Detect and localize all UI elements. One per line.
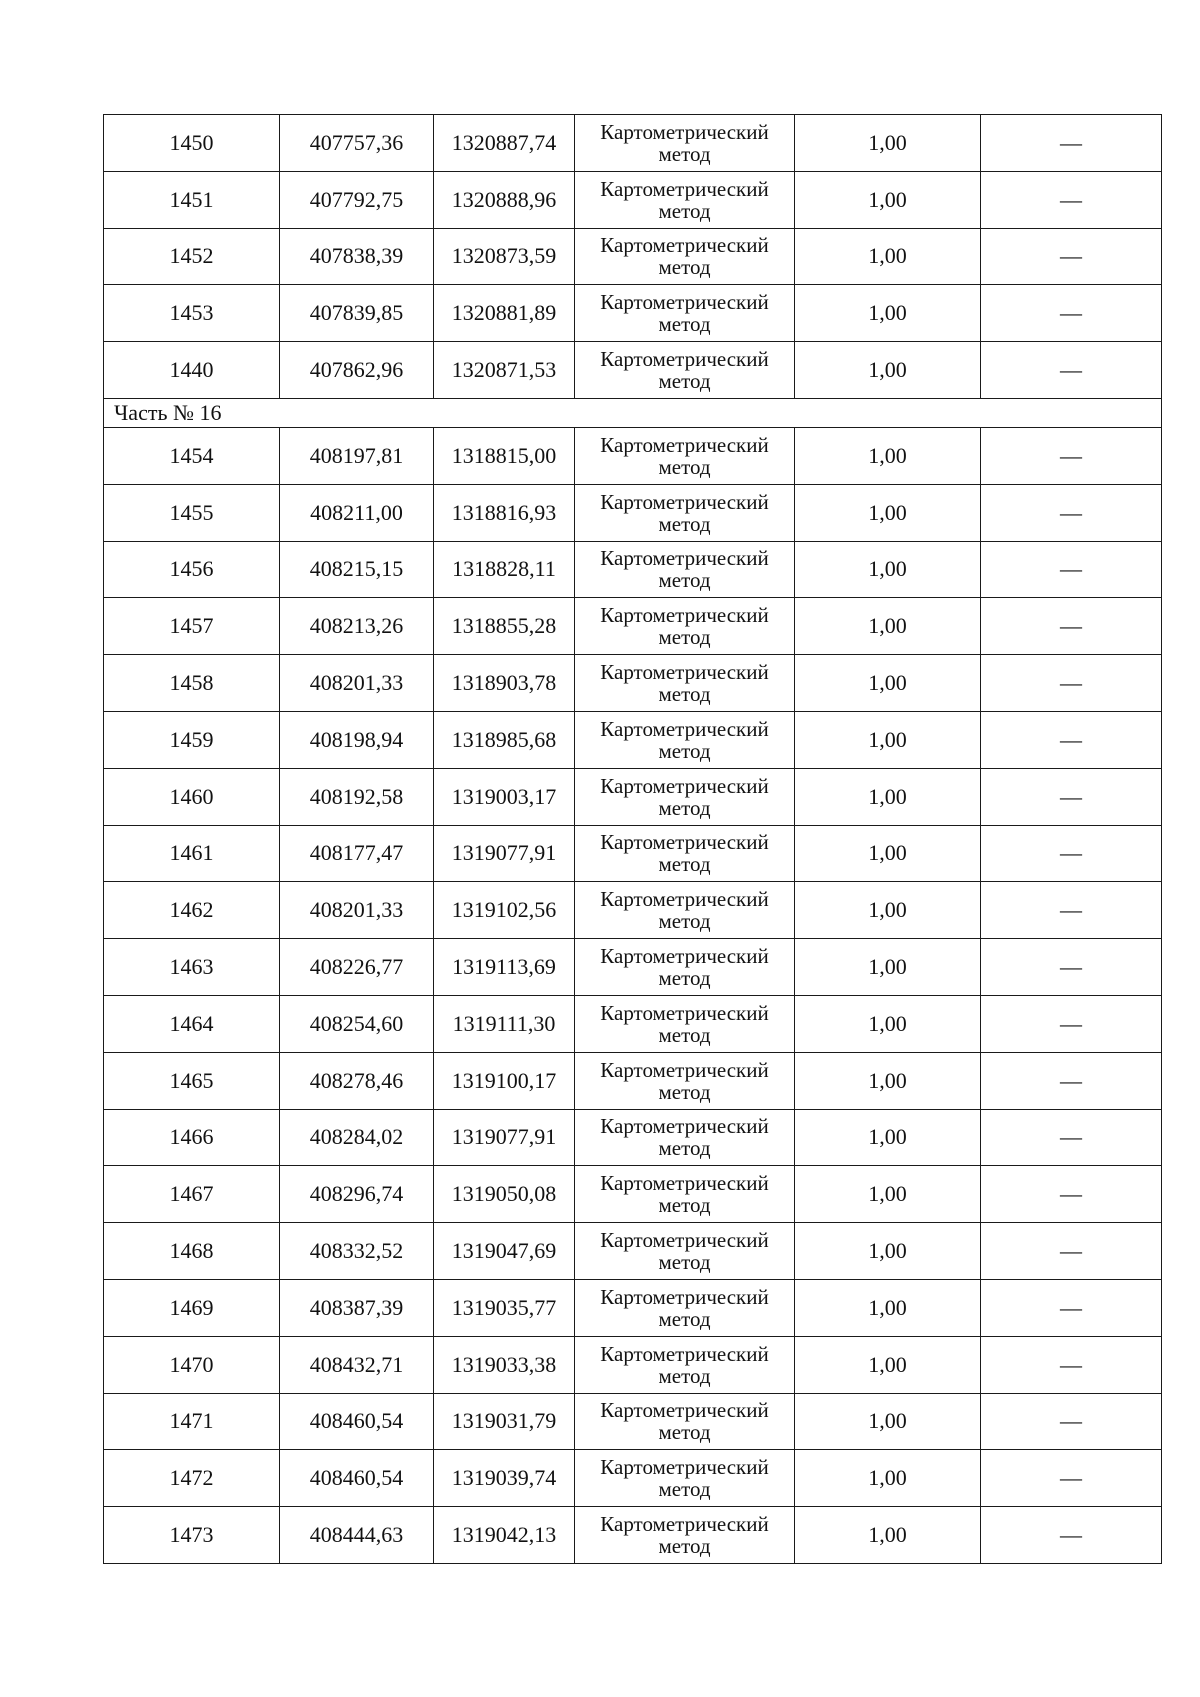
method-line-1: Картометрический (600, 1057, 769, 1082)
method-line-2: метод (658, 682, 711, 707)
point-number-cell: 1463 (104, 939, 280, 996)
point-number-cell: 1458 (104, 655, 280, 712)
method-cell (575, 1450, 795, 1507)
y-coordinate-cell: 1319050,08 (434, 1166, 575, 1223)
y-coordinate-cell: 1320871,53 (434, 342, 575, 399)
method-line-2: метод (658, 625, 711, 650)
note-cell: — (981, 598, 1162, 655)
accuracy-cell: 1,00 (795, 484, 981, 541)
x-coordinate-cell: 408201,33 (280, 655, 434, 712)
part-section (104, 398, 1162, 427)
note-cell: — (981, 1450, 1162, 1507)
y-coordinate-cell: 1318985,68 (434, 711, 575, 768)
note-cell: — (981, 825, 1162, 882)
method-line-2: метод (658, 738, 711, 763)
accuracy-cell: 1,00 (795, 995, 981, 1052)
table-row (104, 1109, 1162, 1166)
table-body-after (104, 427, 1162, 1563)
accuracy-cell: 1,00 (795, 285, 981, 342)
method-line-2: метод (658, 1079, 711, 1104)
method-line-1: Картометрический (600, 1114, 769, 1139)
x-coordinate-cell: 408198,94 (280, 711, 434, 768)
point-number-cell: 1459 (104, 711, 280, 768)
table-row (104, 598, 1162, 655)
note-cell: — (981, 115, 1162, 172)
method-cell (575, 171, 795, 228)
y-coordinate-cell: 1319039,74 (434, 1450, 575, 1507)
method-line-2: метод (658, 1477, 711, 1502)
point-number-cell: 1464 (104, 995, 280, 1052)
y-coordinate-cell: 1319113,69 (434, 939, 575, 996)
method-line-1: Картометрический (600, 660, 769, 685)
point-number-cell: 1462 (104, 882, 280, 939)
method-line-1: Картометрический (600, 1455, 769, 1480)
y-coordinate-cell: 1319111,30 (434, 995, 575, 1052)
x-coordinate-cell: 408215,15 (280, 541, 434, 598)
method-line-2: метод (658, 369, 711, 394)
note-cell: — (981, 939, 1162, 996)
point-number-cell: 1460 (104, 768, 280, 825)
accuracy-cell: 1,00 (795, 1223, 981, 1280)
method-cell (575, 1507, 795, 1564)
accuracy-cell: 1,00 (795, 939, 981, 996)
method-line-2: метод (658, 141, 711, 166)
accuracy-cell: 1,00 (795, 1507, 981, 1564)
method-line-1: Картометрический (600, 290, 769, 315)
table-row (104, 285, 1162, 342)
table-row (104, 541, 1162, 598)
method-line-2: метод (658, 1534, 711, 1559)
y-coordinate-cell: 1319102,56 (434, 882, 575, 939)
note-cell: — (981, 711, 1162, 768)
point-number-cell: 1440 (104, 342, 280, 399)
note-cell: — (981, 171, 1162, 228)
point-number-cell: 1455 (104, 484, 280, 541)
y-coordinate-cell: 1319047,69 (434, 1223, 575, 1280)
method-line-2: метод (658, 1022, 711, 1047)
x-coordinate-cell: 408211,00 (280, 484, 434, 541)
table-row (104, 825, 1162, 882)
table-row (104, 171, 1162, 228)
method-line-1: Картометрический (600, 489, 769, 514)
accuracy-cell: 1,00 (795, 711, 981, 768)
method-line-2: метод (658, 966, 711, 991)
accuracy-cell: 1,00 (795, 768, 981, 825)
y-coordinate-cell: 1319077,91 (434, 1109, 575, 1166)
accuracy-cell: 1,00 (795, 598, 981, 655)
accuracy-cell: 1,00 (795, 115, 981, 172)
part-header-row (104, 398, 1162, 427)
accuracy-cell: 1,00 (795, 541, 981, 598)
note-cell: — (981, 655, 1162, 712)
method-cell (575, 427, 795, 484)
table-row (104, 1450, 1162, 1507)
table-row (104, 655, 1162, 712)
method-line-2: метод (658, 795, 711, 820)
x-coordinate-cell: 407838,39 (280, 228, 434, 285)
table-row (104, 115, 1162, 172)
part-label: Часть № 16 (104, 398, 1162, 427)
y-coordinate-cell: 1320887,74 (434, 115, 575, 172)
point-number-cell: 1466 (104, 1109, 280, 1166)
table-row (104, 1507, 1162, 1564)
accuracy-cell: 1,00 (795, 1166, 981, 1223)
accuracy-cell: 1,00 (795, 825, 981, 882)
method-cell (575, 541, 795, 598)
method-line-2: метод (658, 568, 711, 593)
point-number-cell: 1471 (104, 1393, 280, 1450)
note-cell: — (981, 1507, 1162, 1564)
method-line-1: Картометрический (600, 773, 769, 798)
table-row (104, 995, 1162, 1052)
method-cell (575, 115, 795, 172)
method-cell (575, 1223, 795, 1280)
note-cell: — (981, 484, 1162, 541)
x-coordinate-cell: 408296,74 (280, 1166, 434, 1223)
x-coordinate-cell: 408201,33 (280, 882, 434, 939)
method-line-2: метод (658, 454, 711, 479)
method-line-2: метод (658, 1250, 711, 1275)
table-row (104, 1223, 1162, 1280)
x-coordinate-cell: 408284,02 (280, 1109, 434, 1166)
method-line-1: Картометрический (600, 347, 769, 372)
note-cell: — (981, 1109, 1162, 1166)
method-cell (575, 711, 795, 768)
table-row (104, 768, 1162, 825)
table-row (104, 1279, 1162, 1336)
note-cell: — (981, 995, 1162, 1052)
note-cell: — (981, 1223, 1162, 1280)
table-row (104, 1166, 1162, 1223)
x-coordinate-cell: 408197,81 (280, 427, 434, 484)
x-coordinate-cell: 408460,54 (280, 1450, 434, 1507)
note-cell: — (981, 882, 1162, 939)
point-number-cell: 1469 (104, 1279, 280, 1336)
table-row (104, 1052, 1162, 1109)
y-coordinate-cell: 1318903,78 (434, 655, 575, 712)
method-line-1: Картометрический (600, 176, 769, 201)
x-coordinate-cell: 407862,96 (280, 342, 434, 399)
method-line-1: Картометрический (600, 716, 769, 741)
method-line-2: метод (658, 909, 711, 934)
method-line-2: метод (658, 1420, 711, 1445)
y-coordinate-cell: 1319033,38 (434, 1336, 575, 1393)
point-number-cell: 1450 (104, 115, 280, 172)
accuracy-cell: 1,00 (795, 342, 981, 399)
note-cell: — (981, 228, 1162, 285)
point-number-cell: 1465 (104, 1052, 280, 1109)
point-number-cell: 1452 (104, 228, 280, 285)
y-coordinate-cell: 1319042,13 (434, 1507, 575, 1564)
method-cell (575, 825, 795, 882)
point-number-cell: 1461 (104, 825, 280, 882)
point-number-cell: 1468 (104, 1223, 280, 1280)
note-cell: — (981, 285, 1162, 342)
accuracy-cell: 1,00 (795, 1450, 981, 1507)
coordinates-table (103, 114, 1162, 1564)
x-coordinate-cell: 407792,75 (280, 171, 434, 228)
accuracy-cell: 1,00 (795, 1393, 981, 1450)
method-line-2: метод (658, 1136, 711, 1161)
point-number-cell: 1472 (104, 1450, 280, 1507)
x-coordinate-cell: 408460,54 (280, 1393, 434, 1450)
method-cell (575, 995, 795, 1052)
table-body-before (104, 115, 1162, 399)
table-row (104, 427, 1162, 484)
point-number-cell: 1451 (104, 171, 280, 228)
note-cell: — (981, 541, 1162, 598)
point-number-cell: 1453 (104, 285, 280, 342)
y-coordinate-cell: 1319031,79 (434, 1393, 575, 1450)
method-line-1: Картометрический (600, 1171, 769, 1196)
y-coordinate-cell: 1319100,17 (434, 1052, 575, 1109)
method-cell (575, 228, 795, 285)
method-line-1: Картометрический (600, 119, 769, 144)
point-number-cell: 1470 (104, 1336, 280, 1393)
note-cell: — (981, 1052, 1162, 1109)
method-cell (575, 1393, 795, 1450)
method-line-1: Картометрический (600, 887, 769, 912)
note-cell: — (981, 1336, 1162, 1393)
x-coordinate-cell: 408278,46 (280, 1052, 434, 1109)
accuracy-cell: 1,00 (795, 228, 981, 285)
note-cell: — (981, 768, 1162, 825)
method-line-2: метод (658, 1193, 711, 1218)
y-coordinate-cell: 1318816,93 (434, 484, 575, 541)
accuracy-cell: 1,00 (795, 171, 981, 228)
x-coordinate-cell: 408332,52 (280, 1223, 434, 1280)
y-coordinate-cell: 1319077,91 (434, 825, 575, 882)
table-row (104, 939, 1162, 996)
table-row (104, 1336, 1162, 1393)
method-cell (575, 1052, 795, 1109)
y-coordinate-cell: 1318855,28 (434, 598, 575, 655)
point-number-cell: 1467 (104, 1166, 280, 1223)
method-line-1: Картометрический (600, 944, 769, 969)
x-coordinate-cell: 408387,39 (280, 1279, 434, 1336)
method-line-2: метод (658, 511, 711, 536)
y-coordinate-cell: 1320888,96 (434, 171, 575, 228)
y-coordinate-cell: 1320873,59 (434, 228, 575, 285)
x-coordinate-cell: 408432,71 (280, 1336, 434, 1393)
method-cell (575, 342, 795, 399)
method-line-2: метод (658, 312, 711, 337)
x-coordinate-cell: 408177,47 (280, 825, 434, 882)
method-cell (575, 768, 795, 825)
x-coordinate-cell: 408213,26 (280, 598, 434, 655)
note-cell: — (981, 342, 1162, 399)
table-row (104, 1393, 1162, 1450)
point-number-cell: 1454 (104, 427, 280, 484)
table-row (104, 484, 1162, 541)
method-cell (575, 285, 795, 342)
method-cell (575, 484, 795, 541)
method-line-2: метод (658, 255, 711, 280)
method-cell (575, 1166, 795, 1223)
method-line-2: метод (658, 852, 711, 877)
method-cell (575, 882, 795, 939)
method-line-1: Картометрический (600, 546, 769, 571)
table-row (104, 711, 1162, 768)
y-coordinate-cell: 1319035,77 (434, 1279, 575, 1336)
x-coordinate-cell: 408444,63 (280, 1507, 434, 1564)
table-row (104, 342, 1162, 399)
note-cell: — (981, 427, 1162, 484)
accuracy-cell: 1,00 (795, 655, 981, 712)
x-coordinate-cell: 408192,58 (280, 768, 434, 825)
table-row (104, 228, 1162, 285)
x-coordinate-cell: 407839,85 (280, 285, 434, 342)
method-cell (575, 598, 795, 655)
accuracy-cell: 1,00 (795, 882, 981, 939)
method-cell (575, 655, 795, 712)
accuracy-cell: 1,00 (795, 1052, 981, 1109)
method-line-2: метод (658, 1363, 711, 1388)
method-line-1: Картометрический (600, 1284, 769, 1309)
accuracy-cell: 1,00 (795, 427, 981, 484)
point-number-cell: 1457 (104, 598, 280, 655)
method-line-1: Картометрический (600, 603, 769, 628)
method-cell (575, 1279, 795, 1336)
method-line-2: метод (658, 1306, 711, 1331)
note-cell: — (981, 1393, 1162, 1450)
note-cell: — (981, 1279, 1162, 1336)
point-number-cell: 1456 (104, 541, 280, 598)
y-coordinate-cell: 1319003,17 (434, 768, 575, 825)
method-line-1: Картометрический (600, 432, 769, 457)
table-row (104, 882, 1162, 939)
method-line-1: Картометрический (600, 1512, 769, 1537)
y-coordinate-cell: 1320881,89 (434, 285, 575, 342)
accuracy-cell: 1,00 (795, 1109, 981, 1166)
y-coordinate-cell: 1318828,11 (434, 541, 575, 598)
x-coordinate-cell: 408226,77 (280, 939, 434, 996)
method-line-1: Картометрический (600, 1228, 769, 1253)
method-cell (575, 1336, 795, 1393)
method-cell (575, 1109, 795, 1166)
x-coordinate-cell: 408254,60 (280, 995, 434, 1052)
x-coordinate-cell: 407757,36 (280, 115, 434, 172)
method-line-1: Картометрический (600, 1341, 769, 1366)
point-number-cell: 1473 (104, 1507, 280, 1564)
accuracy-cell: 1,00 (795, 1279, 981, 1336)
y-coordinate-cell: 1318815,00 (434, 427, 575, 484)
method-cell (575, 939, 795, 996)
method-line-1: Картометрический (600, 830, 769, 855)
accuracy-cell: 1,00 (795, 1336, 981, 1393)
note-cell: — (981, 1166, 1162, 1223)
method-line-2: метод (658, 198, 711, 223)
method-line-1: Картометрический (600, 1398, 769, 1423)
method-line-1: Картометрический (600, 1000, 769, 1025)
method-line-1: Картометрический (600, 233, 769, 258)
